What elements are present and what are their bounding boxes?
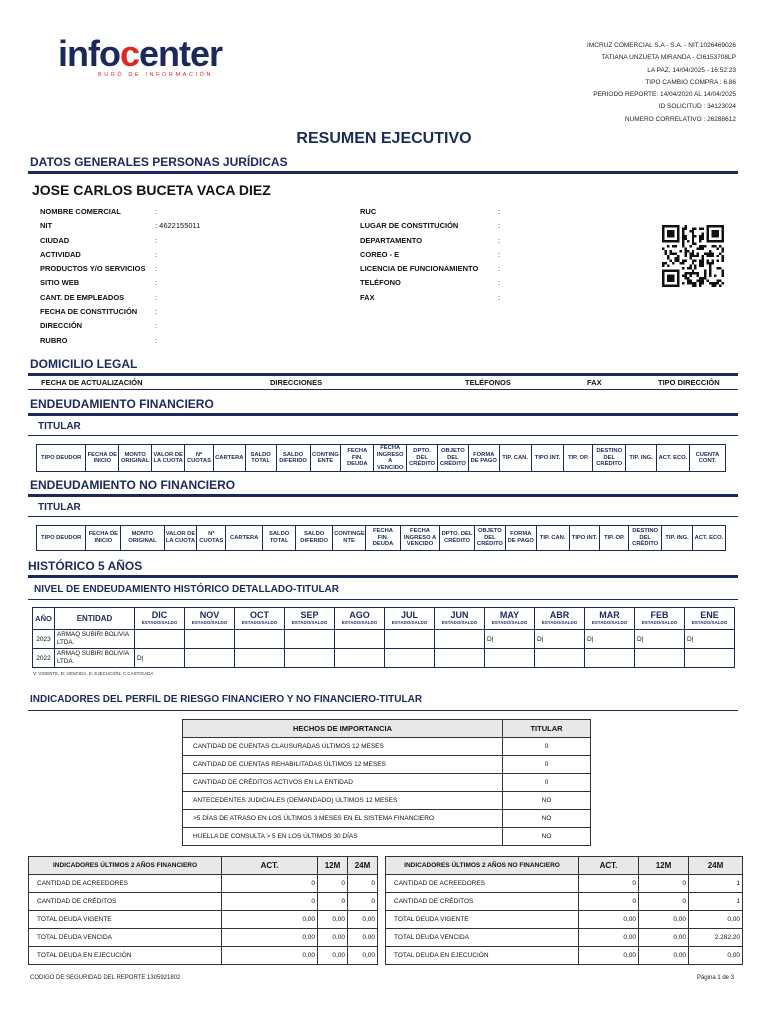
table-row (183, 792, 591, 810)
hecho-label: CANTIDAD DE CUENTAS REHABILITADAS ÚLTIMOS 12 MESES (183, 756, 503, 774)
month-cell (285, 630, 335, 649)
indicator-label: TOTAL DEUDA VIGENTE (29, 911, 222, 929)
month-sub: ESTADO/SALDO (691, 620, 728, 625)
indicator-value: 0,00 (639, 929, 689, 947)
titular-header: TITULAR (503, 720, 591, 738)
indicator-value: 0,00 (579, 947, 639, 965)
field-row (40, 307, 340, 321)
indicadores-no-financiero-table (385, 856, 743, 965)
row-entity: ARMAQ SUBIRI BOLIVIA LTDA. (55, 649, 135, 668)
security-code: CODIGO DE SEGURIDAD DEL REPORTE 1305921802 (30, 975, 181, 981)
section-title-historico: HISTÓRICO 5 AÑOS (28, 559, 143, 573)
field-label: CANT. DE EMPLEADOS (40, 292, 125, 302)
hecho-label: CANTIDAD DE CUENTAS CLAUSURADAS ÚLTIMOS 12 MESES (183, 738, 503, 756)
historico-legend: V: VIGENTE, D: VENCIDA, E: EJECUCIÓN, C:CASTIGADA (33, 671, 154, 676)
right-fields (360, 207, 560, 307)
indicator-header: INDICADORES ÚLTIMOS 2 AÑOS NO FINANCIERO (386, 857, 579, 875)
subsection-historico-detallado: NIVEL DE ENDEUDAMIENTO HISTÓRICO DETALLADO-TITULAR (34, 584, 339, 595)
domicilio-header (28, 376, 738, 390)
month-name: AGO (349, 610, 370, 620)
indicator-value: 0,00 (222, 947, 318, 965)
month-name: MAR (599, 610, 620, 620)
indicator-value: 0,00 (318, 929, 348, 947)
indicator-label: TOTAL DEUDA EN EJECUCIÓN (29, 947, 222, 965)
month-sub: ESTADO/SALDO (641, 620, 678, 625)
indicator-label: CANTIDAD DE ACREEDORES (386, 875, 579, 893)
indicator-value: 0 (318, 875, 348, 893)
header-row (386, 857, 743, 875)
indicator-value: 0,00 (318, 911, 348, 929)
indicator-value: 0 (579, 893, 639, 911)
column-header: TIPO DEUDOR (37, 445, 86, 472)
column-header: CARTERA (213, 445, 245, 472)
month-cell (485, 649, 535, 668)
indicator-value: 0,00 (222, 929, 318, 947)
column-header: FECHA DE INICIO (86, 526, 121, 551)
column-header: Nº CUOTAS (185, 445, 214, 472)
indicator-col: 12M (318, 857, 348, 875)
left-fields (40, 207, 340, 350)
month-cell (435, 649, 485, 668)
field-label: CIUDAD (40, 235, 70, 245)
indicator-value: 0 (579, 875, 639, 893)
month-sub: ESTADO/SALDO (441, 620, 478, 625)
hecho-label: >5 DÍAS DE ATRASO EN LOS ÚLTIMOS 3 MESES EN EL SISTEMA FINANCIERO (183, 810, 503, 828)
month-name: JUN (450, 610, 469, 620)
field-row (360, 207, 560, 221)
indicator-label: CANTIDAD DE CRÉDITOS (386, 893, 579, 911)
indicator-label: CANTIDAD DE CRÉDITOS (29, 893, 222, 911)
column-header: DPTO. DEL CRÉDITO (407, 445, 438, 472)
indicator-value: 0,00 (318, 947, 348, 965)
section-rule (28, 494, 738, 497)
month-cell (385, 649, 435, 668)
table-row (33, 630, 735, 649)
column-header: FORMA DE PAGO (468, 445, 499, 472)
endeudamiento-no-financiero-table (36, 525, 726, 551)
col-month (335, 608, 385, 630)
hecho-value: 0 (503, 756, 591, 774)
hechos-importancia-table (182, 719, 591, 846)
field-value: : (498, 292, 501, 302)
indicator-value: 0,00 (689, 911, 743, 929)
column-header: ACT. ECO. (657, 445, 690, 472)
column-header: TIPO INT. (569, 526, 600, 551)
table-row (29, 893, 378, 911)
col-month (435, 608, 485, 630)
table-row (29, 911, 378, 929)
indicator-value: 2.282,20 (689, 929, 743, 947)
month-sub: ESTADO/SALDO (141, 620, 178, 625)
indicator-value: 0,00 (348, 911, 378, 929)
month-sub: ESTADO/SALDO (541, 620, 578, 625)
month-cell (185, 649, 235, 668)
subsection-rule (28, 710, 738, 711)
section-title-endeudamiento-no-financiero: ENDEUDAMIENTO NO FINANCIERO (30, 478, 236, 492)
section-title-indicadores: INDICADORES DEL PERFIL DE RIESGO FINANCIERO Y NO FINANCIERO-TITULAR (30, 694, 423, 705)
month-sub: ESTADO/SALDO (291, 620, 328, 625)
column-header: CONTINGE NTE (333, 526, 366, 551)
page-title: RESUMEN EJECUTIVO (296, 130, 472, 147)
indicator-header: INDICADORES ÚLTIMOS 2 AÑOS FINANCIERO (29, 857, 222, 875)
indicator-value: 0 (222, 893, 318, 911)
column-header: TIP. CAN. (536, 526, 569, 551)
column-header: TIP. CAN. (499, 445, 531, 472)
field-row (360, 236, 560, 250)
field-label: RUC (360, 207, 377, 216)
page-number: Página 1 de 3 (696, 975, 734, 981)
logo-tagline: BURÓ DE INFORMACIÓN (98, 72, 214, 78)
month-cell (535, 649, 585, 668)
meta-line: TATIANA UNZUETA MIRANDA - CI6153708LP (601, 54, 736, 62)
field-row (360, 278, 560, 292)
indicator-value: 1 (689, 875, 743, 893)
indicator-value: 0,00 (579, 929, 639, 947)
indicator-value: 0 (318, 893, 348, 911)
table-row (183, 756, 591, 774)
field-label: PRODUCTOS Y/O SERVICIOS (40, 264, 146, 274)
table-row (33, 649, 735, 668)
header-row (29, 857, 378, 875)
month-name: ABR (549, 610, 570, 620)
indicator-value: 0,00 (348, 947, 378, 965)
column-header: MONTO ORIGINAL (119, 445, 152, 472)
field-row (360, 293, 560, 307)
hecho-value: 0 (503, 738, 591, 756)
meta-line: IMCRUZ COMERCIAL S.A - S.A. - NIT:1026469026 (587, 42, 736, 49)
column-header: FECHA FIN. DEUDA (341, 445, 374, 472)
month-sub: ESTADO/SALDO (241, 620, 278, 625)
month-sub: ESTADO/SALDO (341, 620, 378, 625)
logo-word-info: info (58, 33, 120, 74)
col-month (535, 608, 585, 630)
field-value: : (155, 335, 158, 345)
col-month (585, 608, 635, 630)
month-cell (435, 630, 485, 649)
table-row (183, 738, 591, 756)
column-header: DESTINO DEL CRÉDITO (593, 445, 626, 472)
indicator-col: 24M (689, 857, 743, 875)
field-row (40, 221, 340, 235)
col-fax: FAX (587, 378, 602, 387)
meta-line: TIPO CAMBIO COMPRA : 6.86 (645, 78, 736, 86)
field-value: : (498, 264, 501, 274)
indicator-value: 0,00 (639, 947, 689, 965)
column-header: ACT. ECO. (692, 526, 725, 551)
indicator-value: 0,00 (348, 929, 378, 947)
hecho-value: NO (503, 792, 591, 810)
col-month (185, 608, 235, 630)
col-month (685, 608, 735, 630)
month-name: MAY (499, 610, 520, 620)
table-row (29, 929, 378, 947)
month-name: OCT (250, 610, 269, 620)
subsection-rule (28, 516, 738, 517)
indicator-col: ACT. (222, 857, 318, 875)
field-value: : (498, 235, 501, 245)
field-value: : (155, 264, 158, 274)
column-header: TIP. OP. (600, 526, 629, 551)
month-sub: ESTADO/SALDO (191, 620, 228, 625)
row-year: 2022 (33, 649, 55, 668)
field-label: DIRECCIÓN (40, 321, 83, 331)
field-row (40, 250, 340, 264)
month-name: FEB (650, 610, 669, 620)
field-value: : (155, 249, 158, 259)
column-header: TIPO INT. (531, 445, 564, 472)
field-value: : (498, 207, 501, 216)
section-title-domicilio: DOMICILIO LEGAL (30, 357, 138, 371)
column-header: SALDO DIFERIDO (296, 526, 333, 551)
month-cell: D| (585, 630, 635, 649)
subsection-titular: TITULAR (38, 421, 81, 432)
indicator-value: 1 (689, 893, 743, 911)
col-month (235, 608, 285, 630)
table-row (386, 947, 743, 965)
section-title-general: DATOS GENERALES PERSONAS JURÍDICAS (30, 155, 288, 169)
indicator-value: 0 (639, 875, 689, 893)
table-row (386, 875, 743, 893)
table-row (29, 875, 378, 893)
field-value: : (498, 221, 501, 231)
field-value: : (155, 307, 158, 317)
field-value: : (155, 292, 158, 302)
field-label: FECHA DE CONSTITUCIÓN (40, 307, 138, 317)
col-month (385, 608, 435, 630)
month-cell (685, 649, 735, 668)
section-rule (28, 413, 738, 416)
indicator-label: TOTAL DEUDA VIGENTE (386, 911, 579, 929)
field-row (40, 264, 340, 278)
section-rule (28, 575, 738, 578)
subsection-titular: TITULAR (38, 502, 81, 513)
column-header: FECHA INGRESO A VENCIDO (400, 526, 439, 551)
hecho-label: HUELLA DE CONSULTA > 5 EN LOS ÚLTIMOS 30 DÍAS (183, 828, 503, 846)
month-cell (235, 649, 285, 668)
meta-line: LA PAZ, 14/04/2025 - 16:52:23 (647, 66, 736, 74)
indicator-value: 0,00 (639, 911, 689, 929)
table-row (386, 911, 743, 929)
column-header: FECHA FIN. DEUDA (366, 526, 401, 551)
indicator-value: 0 (222, 875, 318, 893)
field-label: NOMBRE COMERCIAL (40, 207, 121, 216)
indicator-col: ACT. (579, 857, 639, 875)
indicator-value: 0,00 (222, 911, 318, 929)
column-header: Nº CUOTAS (197, 526, 226, 551)
month-cell (235, 630, 285, 649)
column-header: SALDO TOTAL (263, 526, 296, 551)
column-header: MONTO ORIGINAL (121, 526, 164, 551)
column-header: SALDO DIFERIDO (276, 445, 310, 472)
field-label: DEPARTAMENTO (360, 235, 423, 245)
month-sub: ESTADO/SALDO (391, 620, 428, 625)
month-cell (385, 630, 435, 649)
hecho-value: NO (503, 810, 591, 828)
month-cell (185, 630, 235, 649)
field-value: : (498, 278, 501, 288)
subsection-rule (28, 599, 738, 600)
hecho-value: 0 (503, 774, 591, 792)
endeudamiento-financiero-table (36, 444, 726, 472)
col-month (135, 608, 185, 630)
indicator-value: 0,00 (579, 911, 639, 929)
column-header: TIP. OP. (564, 445, 593, 472)
field-row (40, 207, 340, 221)
hechos-header: HECHOS DE IMPORTANCIA (183, 720, 503, 738)
indicator-label: TOTAL DEUDA EN EJECUCIÓN (386, 947, 579, 965)
row-year: 2023 (33, 630, 55, 649)
field-label: COREO - E (360, 249, 400, 259)
month-sub: ESTADO/SALDO (591, 620, 628, 625)
field-value: : (155, 235, 158, 245)
field-label: TELÉFONO (360, 278, 401, 288)
col-month (635, 608, 685, 630)
column-header: TIP. ING. (626, 445, 657, 472)
month-name: ENE (700, 610, 719, 620)
qr-code-icon (662, 224, 724, 288)
field-row (360, 264, 560, 278)
field-value: : (155, 321, 158, 331)
col-direcciones: DIRECCIONES (270, 378, 323, 387)
month-name: JUL (400, 610, 418, 620)
table-row (386, 929, 743, 947)
column-header: OBJETO DEL CRÉDITO (438, 445, 469, 472)
column-header: CUENTA CONT. (689, 445, 725, 472)
company-name: JOSE CARLOS BUCETA VACA DIEZ (32, 182, 271, 198)
month-name: DIC (151, 610, 168, 620)
field-value: : (498, 249, 501, 259)
column-header: CARTERA (226, 526, 263, 551)
table-row (183, 774, 591, 792)
col-month (285, 608, 335, 630)
field-value: : (155, 207, 158, 216)
section-rule (28, 171, 738, 174)
indicator-label: CANTIDAD DE ACREEDORES (29, 875, 222, 893)
infocenter-logo (58, 33, 238, 86)
meta-line: NUMERO CORRELATIVO : 26288612 (624, 115, 736, 123)
month-cell (285, 649, 335, 668)
column-header: FECHA DE INICIO (86, 445, 119, 472)
column-header: DPTO. DEL CRÉDITO (440, 526, 475, 551)
table-row (183, 810, 591, 828)
month-sub: ESTADO/SALDO (491, 620, 528, 625)
indicator-label: TOTAL DEUDA VENCIDA (29, 929, 222, 947)
month-cell (585, 649, 635, 668)
column-header: VALOR DE LA CUOTA (152, 445, 185, 472)
field-label: RUBRO (40, 335, 68, 345)
logo-word-enter: enter (139, 33, 223, 74)
col-month (485, 608, 535, 630)
field-label: FAX (360, 292, 375, 302)
column-header: TIPO DEUDOR (37, 526, 86, 551)
hecho-label: CANTIDAD DE CRÉDITOS ACTIVOS EN LA ENTIDAD (183, 774, 503, 792)
column-header: CONTING ENTE (310, 445, 341, 472)
field-value: : 4622155011 (155, 221, 201, 231)
field-row (40, 236, 340, 250)
month-cell: D| (635, 630, 685, 649)
month-name: SEP (300, 610, 319, 620)
indicator-value: 0 (639, 893, 689, 911)
field-row (40, 336, 340, 350)
month-name: NOV (199, 610, 220, 620)
month-cell (335, 649, 385, 668)
field-label: NIT (40, 221, 53, 231)
report-meta (587, 40, 736, 126)
row-entity: ARMAQ SUBIRI BOLIVIA LTDA. (55, 630, 135, 649)
indicator-col: 12M (639, 857, 689, 875)
logo-word-c: c (119, 33, 140, 74)
field-label: LICENCIA DE FUNCIONAMIENTO (360, 264, 479, 274)
table-row (386, 893, 743, 911)
meta-line: ID SOLICITUD : 34123024 (658, 103, 736, 111)
indicator-col: 24M (348, 857, 378, 875)
column-header: VALOR DE LA CUOTA (164, 526, 197, 551)
subsection-rule (28, 435, 738, 436)
meta-line: PERIODO REPORTE: 14/04/2020 AL 14/04/2025 (593, 91, 736, 99)
field-label: LUGAR DE CONSTITUCIÓN (360, 221, 459, 231)
indicadores-financiero-table (28, 856, 378, 965)
table-row (183, 828, 591, 846)
field-label: SITIO WEB (40, 278, 80, 288)
indicator-value: 0 (348, 875, 378, 893)
field-row (40, 293, 340, 307)
indicator-value: 0,00 (689, 947, 743, 965)
column-header: OBJETO DEL CRÉDITO (475, 526, 506, 551)
hecho-label: ANTECEDENTES JUDICIALES (DEMANDADO) ÚLTIMOS 12 MESES (183, 792, 503, 810)
indicator-label: TOTAL DEUDA VENCIDA (386, 929, 579, 947)
month-cell: D| (535, 630, 585, 649)
indicator-value: 0 (348, 893, 378, 911)
month-cell: D| (685, 630, 735, 649)
col-fecha-actualizacion: FECHA DE ACTUALIZACIÓN (41, 378, 143, 387)
column-header: DESTINO DEL CRÉDITO (629, 526, 662, 551)
month-cell: D| (485, 630, 535, 649)
col-entity: ENTIDAD (55, 608, 135, 630)
section-title-endeudamiento-financiero: ENDEUDAMIENTO FINANCIERO (30, 397, 214, 411)
column-header: FECHA INGRESO A VENCIDO (374, 445, 407, 472)
field-row (40, 278, 340, 292)
hecho-value: NO (503, 828, 591, 846)
column-header: FORMA DE PAGO (505, 526, 536, 551)
col-tipo-direccion: TIPO DIRECCIÓN (658, 378, 720, 387)
month-cell: D| (135, 649, 185, 668)
historico-table (32, 607, 735, 668)
field-label: ACTIVIDAD (40, 249, 81, 259)
month-cell (335, 630, 385, 649)
month-cell (135, 630, 185, 649)
field-row (40, 321, 340, 335)
field-row (360, 221, 560, 235)
col-year: AÑO (33, 608, 55, 630)
field-row (360, 250, 560, 264)
month-cell (635, 649, 685, 668)
column-header: TIP. ING. (662, 526, 693, 551)
col-telefonos: TELÉFONOS (465, 378, 511, 387)
field-value: : (155, 278, 158, 288)
table-row (29, 947, 378, 965)
column-header: SALDO TOTAL (245, 445, 276, 472)
